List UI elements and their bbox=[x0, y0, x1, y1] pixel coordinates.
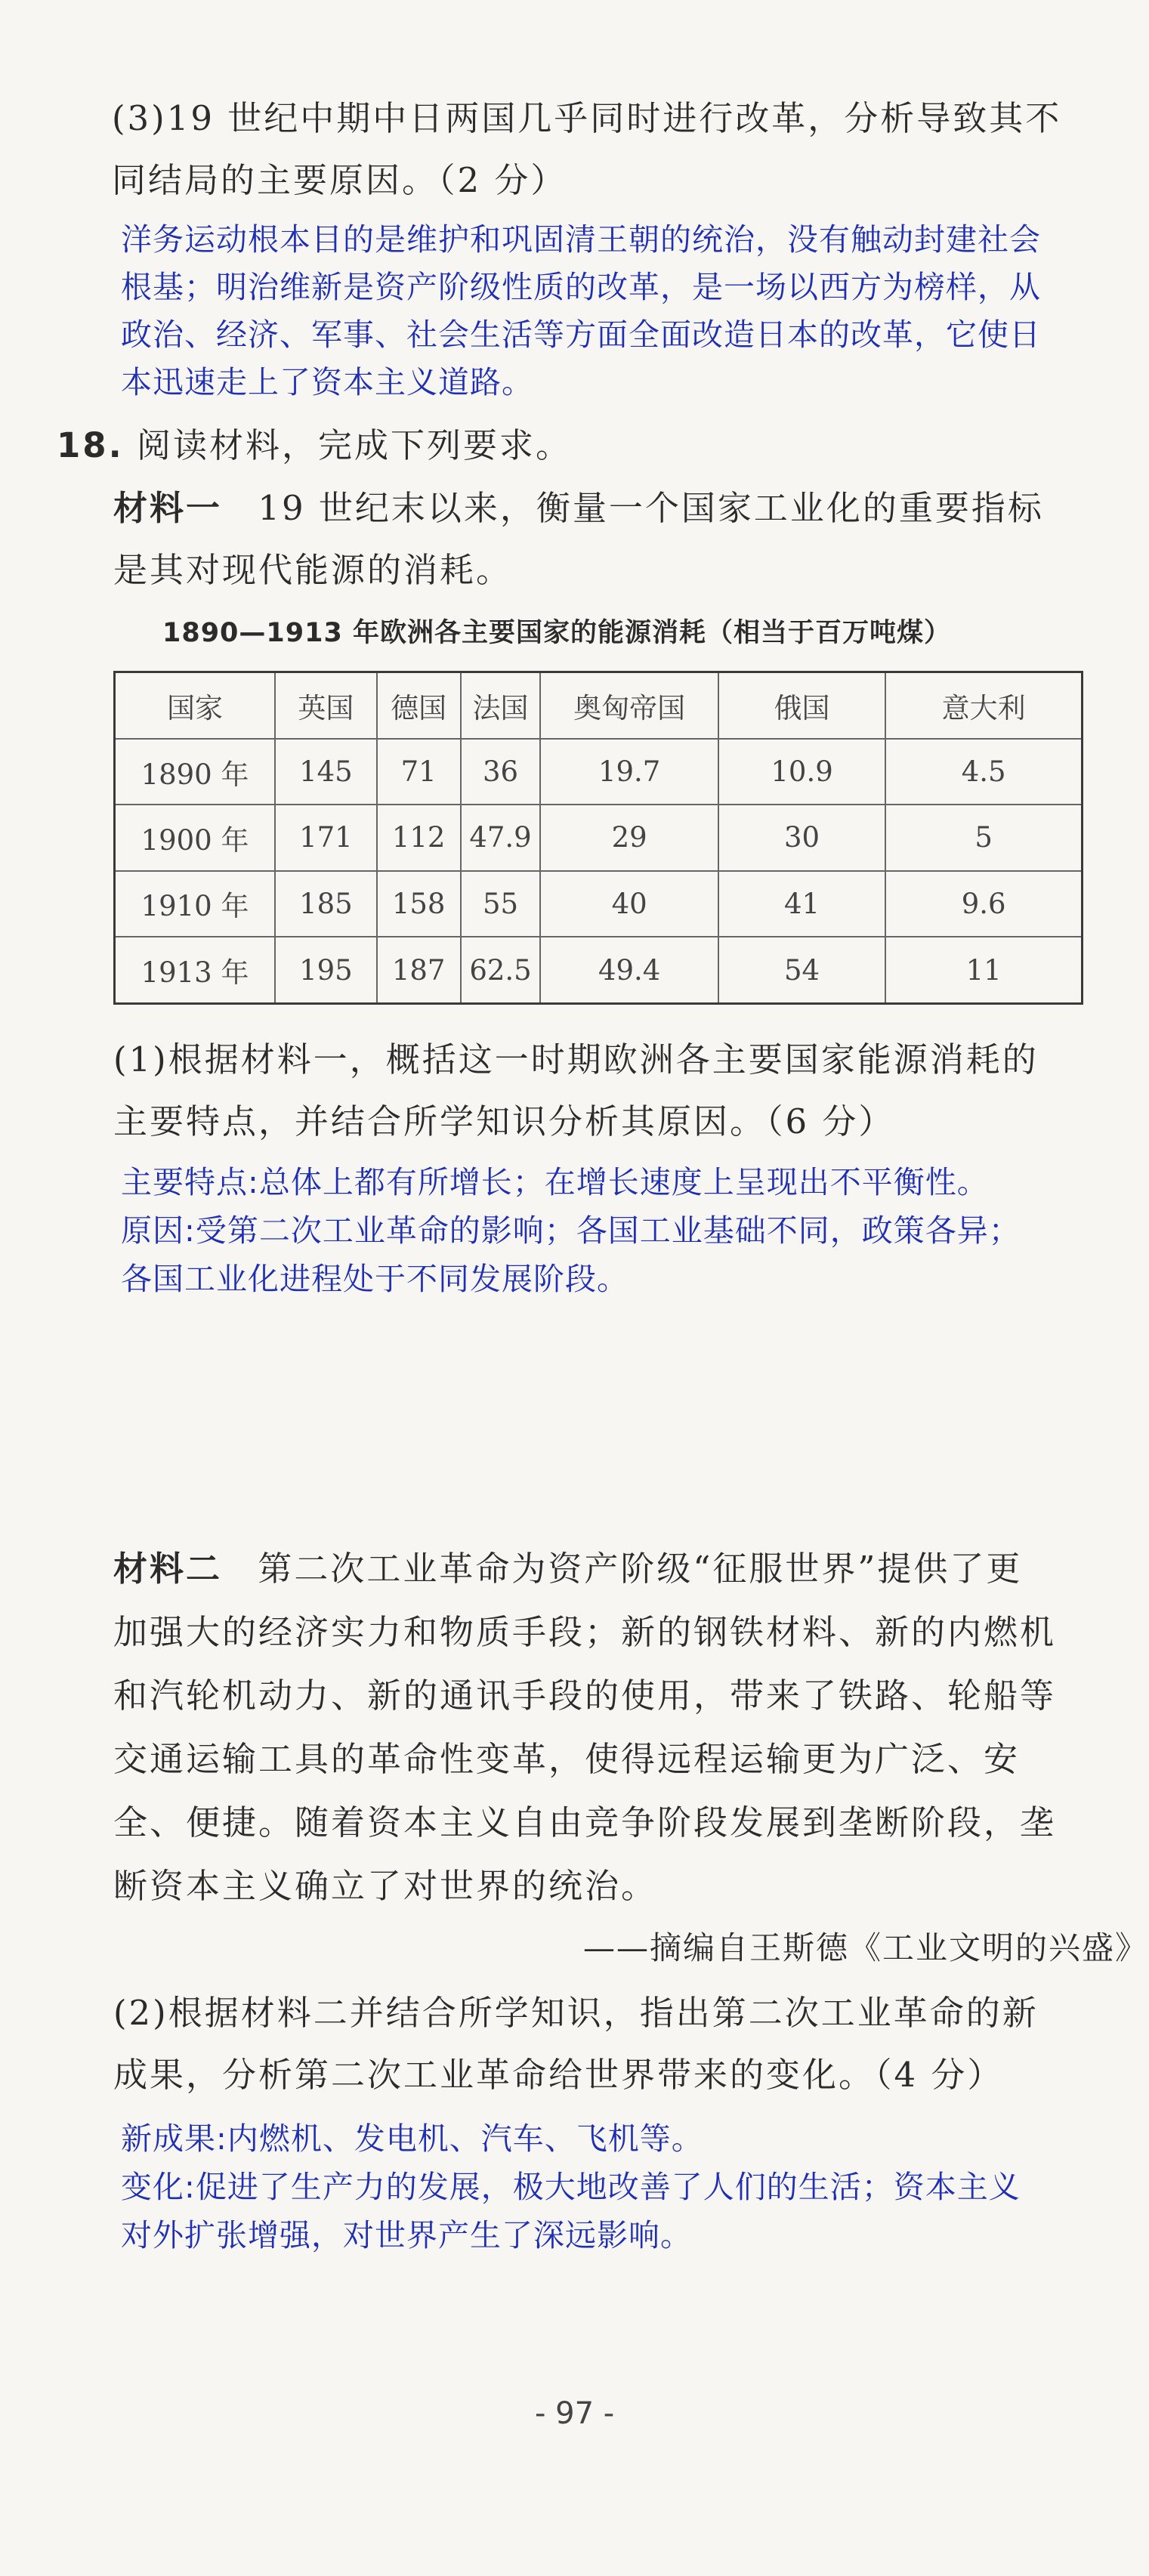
table-cell: 10.9 bbox=[718, 739, 885, 805]
table-cell: 19.7 bbox=[540, 739, 718, 805]
table-cell: 171 bbox=[275, 805, 377, 870]
table-cell: 187 bbox=[377, 937, 461, 1003]
table-cell: 1913 年 bbox=[115, 937, 276, 1003]
sub2-answer-line2: 变化:促进了生产力的发展，极大地改善了人们的生活；资本主义 bbox=[121, 2169, 1021, 2205]
table-cell: 41 bbox=[718, 871, 885, 937]
table-cell: 54 bbox=[718, 937, 885, 1003]
q18-prompt: 阅读材料，完成下列要求。 bbox=[137, 425, 573, 465]
material2-source: ——摘编自王斯德《工业文明的兴盛》 bbox=[583, 1929, 1149, 1966]
table-header-cell: 意大利 bbox=[885, 672, 1082, 739]
sub1-answer-line2: 原因:受第二次工业革命的影响；各国工业基础不同，政策各异； bbox=[121, 1212, 1021, 1249]
table-cell: 112 bbox=[377, 805, 461, 870]
sub1-answer-line3: 各国工业化进程处于不同发展阶段。 bbox=[121, 1261, 629, 1297]
table-header-cell: 英国 bbox=[275, 672, 377, 739]
table-row bbox=[115, 739, 1083, 805]
table-cell: 9.6 bbox=[885, 871, 1082, 937]
q17-3-prompt-line2: 同结局的主要原因。（2 分） bbox=[112, 160, 567, 200]
table-cell: 1910 年 bbox=[115, 871, 276, 937]
table-cell: 145 bbox=[275, 739, 377, 805]
sub2-answer-line1: 新成果:内燃机、发电机、汽车、飞机等。 bbox=[121, 2120, 703, 2157]
material2-line3: 和汽轮机动力、新的通讯手段的使用，带来了铁路、轮船等 bbox=[113, 1676, 1057, 1716]
table-cell: 11 bbox=[885, 937, 1082, 1003]
material2-line6: 断资本主义确立了对世界的统治。 bbox=[113, 1866, 658, 1906]
table-header-cell: 法国 bbox=[461, 672, 541, 739]
table-header-cell: 德国 bbox=[377, 672, 461, 739]
table-cell: 49.4 bbox=[540, 937, 718, 1003]
q18-header bbox=[57, 418, 572, 467]
energy-consumption-table bbox=[113, 671, 1083, 1005]
table-cell: 30 bbox=[718, 805, 885, 870]
q17-3-answer-line3: 政治、经济、军事、社会生活等方面全面改造日本的改革，它使日 bbox=[121, 317, 1041, 353]
sub1-prompt-line2: 主要特点，并结合所学知识分析其原因。（6 分） bbox=[113, 1101, 895, 1141]
table-row bbox=[115, 871, 1083, 937]
material2-line5: 全、便捷。随着资本主义自由竞争阶段发展到垄断阶段，垄 bbox=[113, 1802, 1057, 1842]
material1-text1: 19 世纪末以来，衡量一个国家工业化的重要指标 bbox=[258, 488, 1044, 528]
material2-text1: 第二次工业革命为资产阶级“征服世界”提供了更 bbox=[258, 1549, 1023, 1589]
q17-3-answer-line2: 根基；明治维新是资产阶级性质的改革，是一场以西方为榜样，从 bbox=[121, 269, 1041, 305]
q17-3-prompt-line1: (3)19 世纪中期中日两国几乎同时进行改革，分析导致其不 bbox=[112, 98, 1062, 138]
table-title: 1890—1913 年欧洲各主要国家的能源消耗（相当于百万吨煤） bbox=[162, 618, 952, 648]
table-cell: 158 bbox=[377, 871, 461, 937]
sub2-prompt-line2: 成果，分析第二次工业革命给世界带来的变化。（4 分） bbox=[113, 2055, 1004, 2095]
table-row bbox=[115, 805, 1083, 870]
table-cell: 5 bbox=[885, 805, 1082, 870]
table-cell: 36 bbox=[461, 739, 541, 805]
table-header-row bbox=[115, 672, 1083, 739]
table-cell: 4.5 bbox=[885, 739, 1082, 805]
material2-line2: 加强大的经济实力和物质手段；新的钢铁材料、新的内燃机 bbox=[113, 1612, 1057, 1652]
q18-number: 18. bbox=[57, 425, 124, 465]
table-cell: 185 bbox=[275, 871, 377, 937]
table-cell: 40 bbox=[540, 871, 718, 937]
page-number: - 97 - bbox=[535, 2396, 615, 2431]
sub1-prompt-line1: (1)根据材料一，概括这一时期欧洲各主要国家能源消耗的 bbox=[113, 1039, 1039, 1080]
table-header-cell: 国家 bbox=[115, 672, 276, 739]
sub2-answer-line3: 对外扩张增强，对世界产生了深远影响。 bbox=[121, 2217, 692, 2253]
table-cell: 47.9 bbox=[461, 805, 541, 870]
material2-label: 材料二 bbox=[113, 1549, 223, 1589]
table-cell: 55 bbox=[461, 871, 541, 937]
q17-3-answer-line1: 洋务运动根本目的是维护和巩固清王朝的统治，没有触动封建社会 bbox=[121, 221, 1041, 258]
table-cell: 29 bbox=[540, 805, 718, 870]
material2-line1 bbox=[113, 1541, 1022, 1590]
table-header-cell: 俄国 bbox=[718, 672, 885, 739]
table-cell: 1890 年 bbox=[115, 739, 276, 805]
sub2-prompt-line1: (2)根据材料二并结合所学知识，指出第二次工业革命的新 bbox=[113, 1993, 1039, 2033]
material1-line1 bbox=[113, 480, 1044, 530]
table-cell: 195 bbox=[275, 937, 377, 1003]
q17-3-answer-line4: 本迅速走上了资本主义道路。 bbox=[121, 364, 533, 400]
table-row bbox=[115, 937, 1083, 1003]
table-cell: 71 bbox=[377, 739, 461, 805]
table-header-cell: 奥匈帝国 bbox=[540, 672, 718, 739]
material1-line2: 是其对现代能源的消耗。 bbox=[113, 550, 513, 590]
material1-label: 材料一 bbox=[113, 488, 223, 528]
table-cell: 62.5 bbox=[461, 937, 541, 1003]
sub1-answer-line1: 主要特点:总体上都有所增长；在增长速度上呈现出不平衡性。 bbox=[121, 1164, 989, 1200]
table-cell: 1900 年 bbox=[115, 805, 276, 870]
material2-line4: 交通运输工具的革命性变革，使得远程运输更为广泛、安 bbox=[113, 1739, 1021, 1779]
